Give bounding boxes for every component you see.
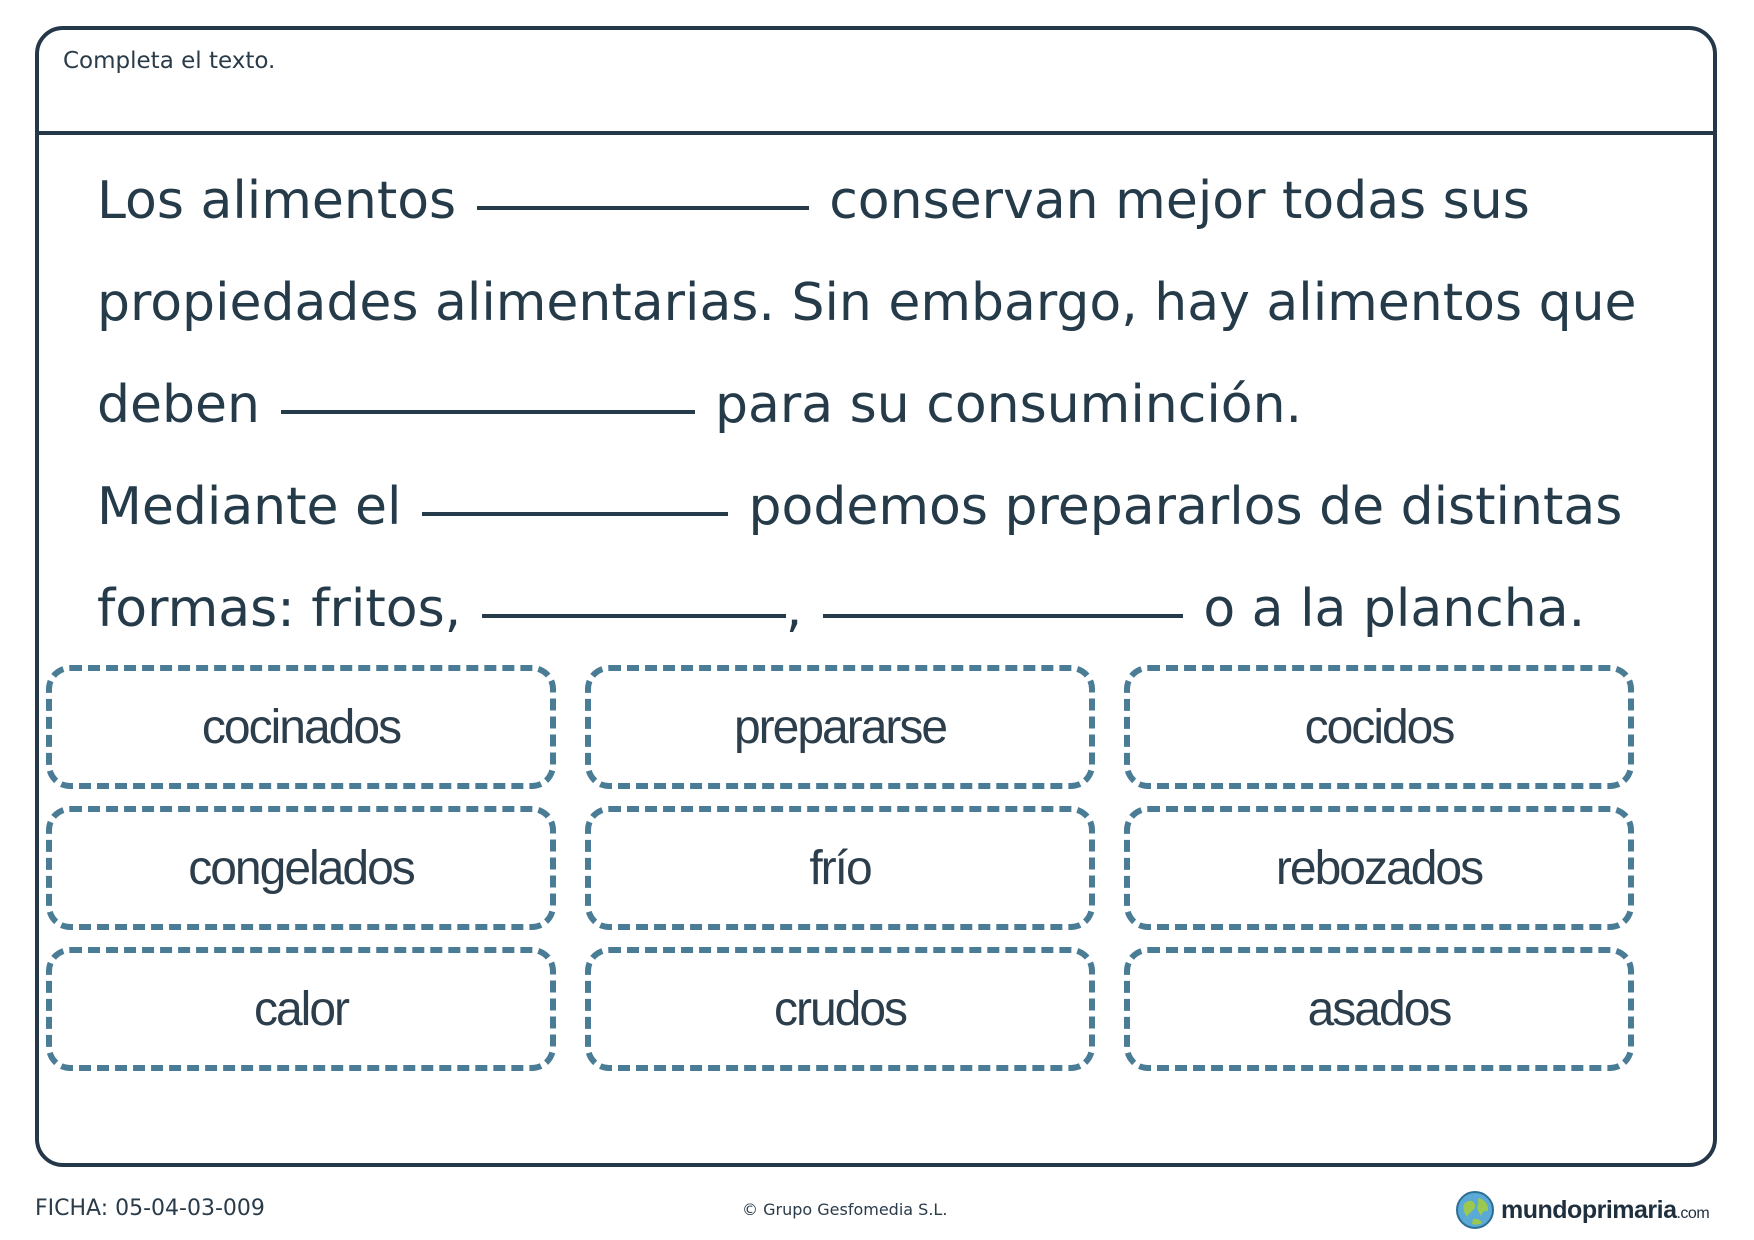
- word-box[interactable]: congelados: [46, 806, 556, 930]
- line5-text-before: formas: fritos,: [97, 579, 462, 639]
- blank-5[interactable]: [823, 614, 1183, 618]
- line2-text: propiedades alimentarias. Sin embargo, hay alimentos que: [97, 273, 1637, 333]
- paragraph-line-4: [97, 456, 1717, 558]
- line1-text-before: Los alimentos: [97, 171, 457, 231]
- line3-text-after: para su consuminción.: [715, 375, 1303, 435]
- logo-domain: .com: [1676, 1204, 1710, 1222]
- line4-text-after: podemos prepararlos de distintas: [748, 477, 1623, 537]
- word-box[interactable]: prepararse: [585, 665, 1095, 789]
- word-box[interactable]: rebozados: [1124, 806, 1634, 930]
- word-bank: [46, 665, 1636, 1107]
- blank-2[interactable]: [281, 410, 695, 414]
- copyright-text: © Grupo Gesfomedia S.L.: [742, 1200, 948, 1219]
- paragraph-line-1: [97, 150, 1717, 252]
- word-box[interactable]: calor: [46, 947, 556, 1071]
- blank-1[interactable]: [477, 206, 809, 210]
- worksheet-header: [39, 30, 1713, 135]
- blank-3[interactable]: [422, 512, 728, 516]
- word-box[interactable]: asados: [1124, 947, 1634, 1071]
- paragraph-line-5: [97, 558, 1717, 660]
- fill-in-paragraph: [97, 150, 1717, 660]
- line1-text-after: conservan mejor todas sus: [829, 171, 1530, 231]
- logo-wordmark: [1501, 1196, 1709, 1225]
- line4-text-before: Mediante el: [97, 477, 402, 537]
- word-box[interactable]: frío: [585, 806, 1095, 930]
- blank-4[interactable]: [482, 614, 786, 618]
- paragraph-line-2: [97, 252, 1717, 354]
- word-box[interactable]: cocidos: [1124, 665, 1634, 789]
- word-box[interactable]: cocinados: [46, 665, 556, 789]
- line5-text-after: o a la plancha.: [1203, 579, 1586, 639]
- worksheet-code: FICHA: 05-04-03-009: [35, 1196, 265, 1221]
- line5-comma: ,: [785, 579, 803, 639]
- paragraph-line-3: [97, 354, 1717, 456]
- instruction-text: Completa el texto.: [63, 48, 276, 74]
- word-box[interactable]: crudos: [585, 947, 1095, 1071]
- globe-icon: [1455, 1190, 1495, 1230]
- line3-text-before: deben: [97, 375, 260, 435]
- logo-name: mundoprimaria: [1501, 1195, 1677, 1224]
- brand-logo[interactable]: [1455, 1190, 1709, 1230]
